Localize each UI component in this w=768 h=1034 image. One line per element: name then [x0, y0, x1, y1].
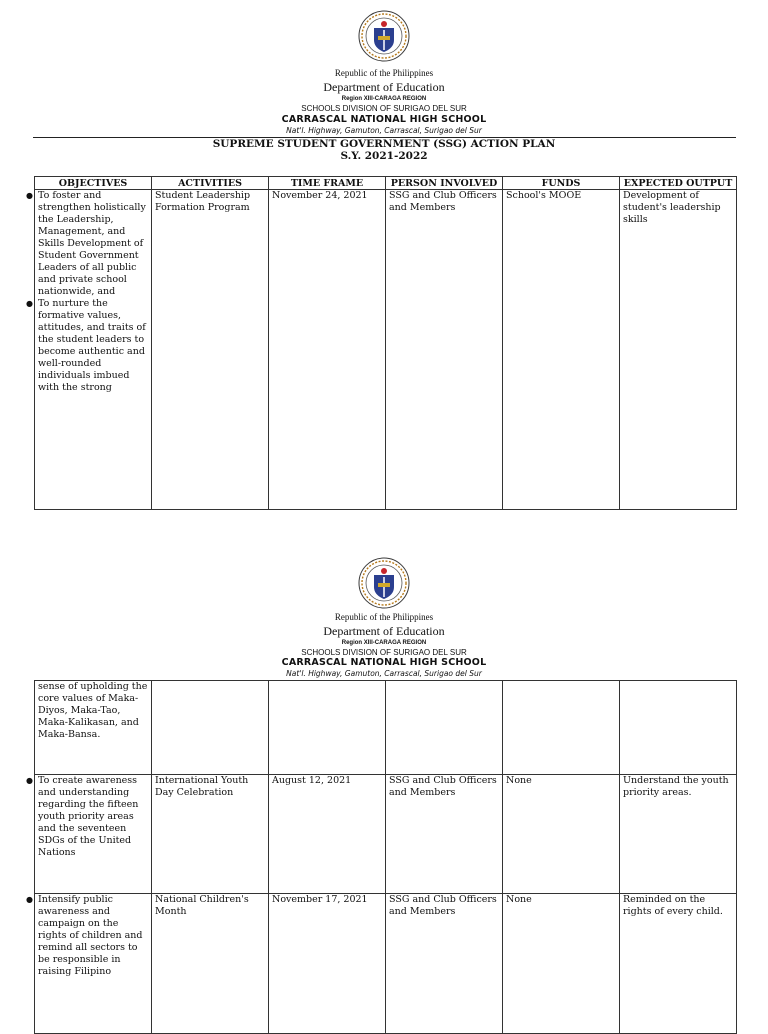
funds-cell: None: [503, 894, 620, 1034]
output-cell: [620, 681, 737, 775]
school-address: Nat'l. Highway, Gamuton, Carrascal, Surigao del Sur: [286, 126, 482, 135]
activity-cell: International Youth Day Celebration: [152, 775, 269, 894]
republic-line: Republic of the Philippines: [334, 612, 434, 622]
time-frame-cell: August 12, 2021: [269, 775, 386, 894]
republic-line: Republic of the Philippines: [334, 68, 434, 78]
school-address: Nat'l. Highway, Gamuton, Carrascal, Surigao del Sur: [286, 669, 482, 678]
time-frame-cell: November 17, 2021: [269, 894, 386, 1034]
deped-seal-logo: [358, 557, 410, 609]
objective-text: Intensify public awareness and campaign on the rights of children and remind all sectors to be responsible in raising Filipino: [38, 894, 143, 977]
funds-cell: [503, 681, 620, 775]
header-person-involved: PERSON INVOLVED: [386, 177, 503, 190]
bullet-icon: ●: [26, 895, 33, 904]
persons-cell: SSG and Club Officers and Members: [386, 894, 503, 1034]
time-frame-cell: [269, 681, 386, 775]
school-name: CARRASCAL NATIONAL HIGH SCHOOL: [281, 114, 487, 125]
persons-cell: SSG and Club Officers and Members: [386, 190, 503, 510]
objective-text: To nurture the formative values, attitudes, and traits of the student leaders to become authentic and well-rounded individuals imbued with the strong: [38, 298, 146, 393]
division-line: SCHOOLS DIVISION OF SURIGAO DEL SUR: [301, 104, 467, 113]
department-line: Department of Education: [323, 80, 445, 94]
region-line: Region XIII-CARAGA REGION: [341, 640, 427, 646]
output-cell: Development of student's leadership skills: [620, 190, 737, 510]
action-plan-table-continued: [26, 680, 737, 1034]
funds-cell: School's MOOE: [503, 190, 620, 510]
output-cell: Reminded on the rights of every child.: [620, 894, 737, 1034]
table-row: [35, 681, 737, 775]
objectives-cell: [26, 894, 152, 1034]
department-line: Department of Education: [323, 624, 445, 638]
header-objectives: OBJECTIVES: [35, 177, 152, 190]
persons-cell: SSG and Club Officers and Members: [386, 775, 503, 894]
objective-text: To create awareness and understanding regarding the fifteen youth priority areas and the seventeen SDGs of the United Nations: [38, 775, 139, 858]
plan-title: SUPREME STUDENT GOVERNMENT (SSG) ACTION PLAN: [212, 138, 556, 150]
header-funds: FUNDS: [503, 177, 620, 190]
table-row: [35, 775, 737, 894]
objectives-cell: sense of upholding the core values of Maka-Diyos, Maka-Tao, Maka-Kalikasan, and Maka-Bansa.: [35, 681, 152, 775]
activity-cell: [152, 681, 269, 775]
activity-cell: National Children's Month: [152, 894, 269, 1034]
header-activities: ACTIVITIES: [152, 177, 269, 190]
bullet-icon: ●: [26, 776, 33, 785]
time-frame-cell: November 24, 2021: [269, 190, 386, 510]
bullet-icon: ●: [26, 191, 33, 200]
bullet-icon: ●: [26, 299, 33, 308]
funds-cell: None: [503, 775, 620, 894]
school-year: S.Y. 2021-2022: [340, 150, 428, 162]
division-line: SCHOOLS DIVISION OF SURIGAO DEL SUR: [301, 648, 467, 657]
objective-text: To foster and strengthen holistically the Leadership, Management, and Skills Development of Student Government Leaders of all public and private school nationwide, and: [38, 190, 146, 297]
activity-cell: Student Leadership Formation Program: [152, 190, 269, 510]
objectives-cell: [26, 775, 152, 894]
output-cell: Understand the youth priority areas.: [620, 775, 737, 894]
table-row: [35, 894, 737, 1034]
region-line: Region XIII-CARAGA REGION: [341, 96, 427, 102]
school-name: CARRASCAL NATIONAL HIGH SCHOOL: [281, 657, 487, 668]
header-time-frame: TIME FRAME: [269, 177, 386, 190]
header-expected-output: EXPECTED OUTPUT: [620, 177, 737, 190]
persons-cell: [386, 681, 503, 775]
